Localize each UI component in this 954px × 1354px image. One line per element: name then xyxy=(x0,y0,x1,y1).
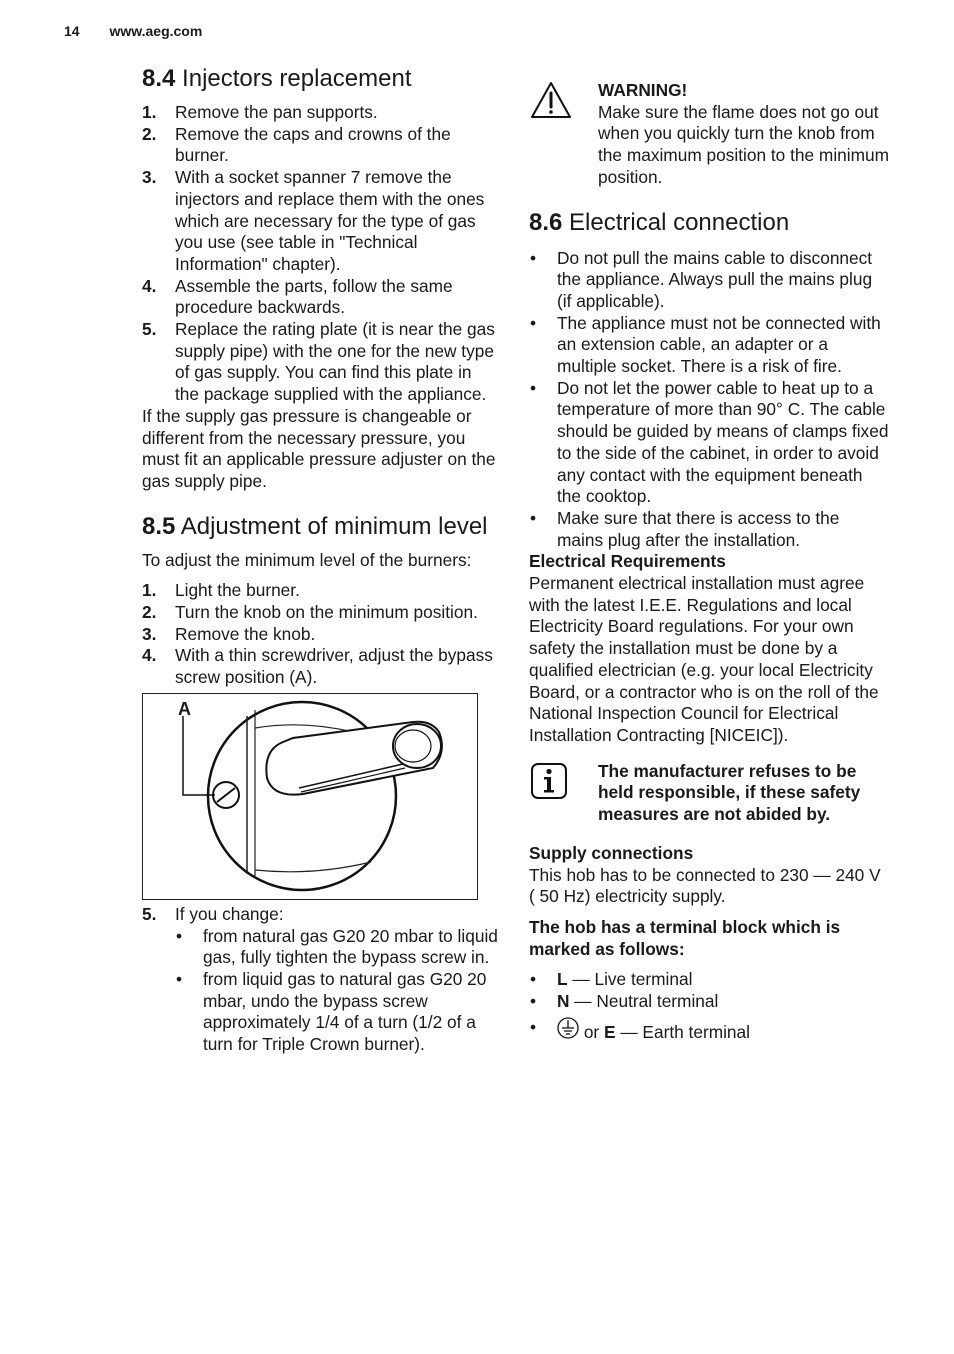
list-item: 2. Turn the knob on the minimum position. xyxy=(142,602,478,623)
min-level-steps-list xyxy=(142,580,498,689)
section-8-5-heading xyxy=(142,514,498,540)
list-item: • Make sure that there is access to the mains plug after the installation. xyxy=(530,507,840,550)
info-notice xyxy=(529,761,889,826)
section-number: 8.5 xyxy=(142,512,176,540)
figure-label-a: A xyxy=(178,698,191,719)
info-text: The manufacturer refuses to be held responsible, if these safety measures are not abided by. xyxy=(598,760,861,825)
list-item: 4. With a thin screwdriver, adjust the bypass screw position (A). xyxy=(142,645,493,688)
injector-steps-list xyxy=(142,102,498,406)
section-8-6-heading xyxy=(529,210,889,236)
info-icon xyxy=(529,761,598,826)
left-column xyxy=(142,66,498,1056)
section-number: 8.4 xyxy=(142,65,176,92)
terminal-block-heading: The hob has a terminal block which is marked as follows: xyxy=(529,916,841,959)
earth-symbol-icon xyxy=(557,1017,579,1039)
list-item: • Do not let the power cable to heat up to a temperature of more than 90° C. The cable should be guided by means of clamps fixed to the side of the cabinet, in order to avoid any contact with the equipment beneath the cooktop. xyxy=(530,377,889,507)
bypass-screw-figure xyxy=(142,693,478,900)
list-item: 1. Remove the pan supports. xyxy=(142,102,378,122)
list-item: • from liquid gas to natural gas G20 20 mbar, undo the bypass screw approximately 1/4 of a turn (1/2 of a turn for Triple Crown burner). xyxy=(176,968,487,1055)
section-title: Injectors replacement xyxy=(182,65,412,92)
gas-change-sub-list xyxy=(175,926,498,1056)
list-item: • L — Live terminal xyxy=(530,969,693,990)
terminal-list xyxy=(529,969,889,1043)
min-level-intro: To adjust the minimum level of the burners: xyxy=(142,549,472,570)
list-item: 4. Assemble the parts, follow the same procedure backwards. xyxy=(142,275,453,318)
list-item: • N — Neutral terminal xyxy=(530,991,719,1012)
right-column xyxy=(529,80,889,1043)
change-gas-step xyxy=(142,904,498,926)
electrical-bullets xyxy=(529,248,889,552)
page-header xyxy=(64,23,202,39)
list-item: 2. Remove the caps and crowns of the burner. xyxy=(142,123,451,166)
warning-triangle-icon xyxy=(529,80,598,189)
warning-title: WARNING! xyxy=(598,80,688,100)
supply-connections-text: This hob has to be connected to 230 — 240 V ( 50 Hz) electricity supply. xyxy=(529,864,881,907)
bypass-screw-illustration xyxy=(143,694,477,899)
list-item: • from natural gas G20 20 mbar to liquid gas, fully tighten the bypass screw in. xyxy=(176,925,498,968)
electrical-requirements-text: Permanent electrical installation must agree with the latest I.E.E. Regulations and local Electricity Board regulations. For your own safety the installation must be done by a qualified electrician (e.g. your local Electricity Board, or a contractor who is on the roll of the National Inspection Council for Electrical Installation Contracting [NICEIC]). xyxy=(529,573,879,745)
electrical-requirements-heading: Electrical Requirements xyxy=(529,551,726,572)
list-item: 3. With a socket spanner 7 remove the injectors and replace them with the ones which are necessary for the type of gas you use (see table in "Technical Information" chapter). xyxy=(142,167,485,274)
list-item: 5. Replace the rating plate (it is near the gas supply pipe) with the one for the new type of gas supply. You can find this plate in the package supplied with the appliance. xyxy=(142,319,495,405)
section-8-4-heading xyxy=(142,66,498,92)
list-item: • Do not pull the mains cable to disconnect the appliance. Always pull the mains plug (if applicable). xyxy=(530,247,873,311)
site-url: www.aeg.com xyxy=(109,23,203,39)
warning-text: Make sure the flame does not go out when you quickly turn the knob from the maximum position to the minimum position. xyxy=(598,101,890,187)
list-item: • The appliance must not be connected with an extension cable, an adapter or a multiple socket. There is a risk of fire. xyxy=(530,312,881,377)
list-item: 3. Remove the knob. xyxy=(142,623,316,644)
section-title: Electrical connection xyxy=(569,208,790,236)
section-number: 8.6 xyxy=(529,208,563,236)
section-title: Adjustment of minimum level xyxy=(180,512,488,540)
list-item: 1. Light the burner. xyxy=(142,580,300,601)
list-item: • or E — Earth terminal xyxy=(530,1016,750,1042)
supply-connections-heading: Supply connections xyxy=(529,842,694,863)
pressure-paragraph: If the supply gas pressure is changeable or different from the necessary pressure, you must fit an applicable pressure adjuster on the gas supply pipe. xyxy=(142,405,496,491)
list-item: 5. If you change: xyxy=(142,903,284,924)
page-number: 14 xyxy=(64,23,80,39)
warning-notice xyxy=(529,80,889,189)
